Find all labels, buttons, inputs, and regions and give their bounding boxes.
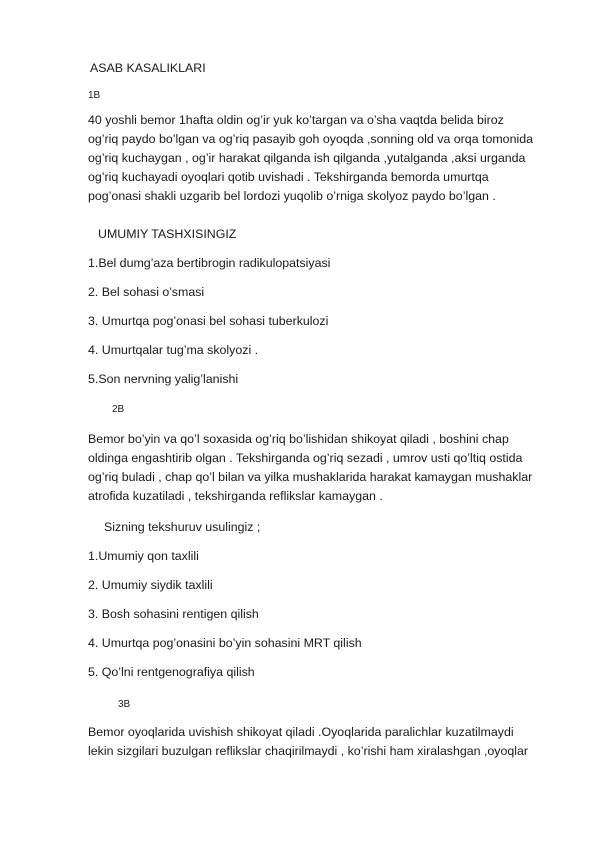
document-title: ASAB KASALIKLARI	[90, 61, 206, 75]
answer-option: 1.Bel dumg’aza bertibrogin radikulopatsiyasi	[88, 256, 331, 270]
question-prompt-2: Sizning tekshuruv usulingiz ;	[104, 520, 261, 534]
question-text-line: og’riq buladi , chap qo’l bilan va yilka mushaklarida harakat kamaygan mushaklar	[88, 470, 533, 484]
question-text-line: lekin sizgilari buzulgan reflikslar chaqirilmaydi , ko’rishi ham xiralashgan ,oyoqlar	[88, 744, 529, 758]
question-text-1	[88, 111, 558, 206]
question-text-line: Bemor bo’yin va qo’l soxasida og’riq bo’lishidan shikoyat qiladi , boshini chap	[88, 432, 509, 446]
question-number-2: 2B	[112, 404, 125, 415]
question-prompt-1: UMUMIY TASHXISINGIZ	[98, 227, 237, 241]
answer-option: 2. Umumiy siydik taxlili	[88, 578, 213, 592]
question-text-line: Bemor oyoqlarida uvishish shikoyat qiladi .Oyoqlarida paralichlar kuzatilmaydi	[88, 725, 514, 739]
question-text-3	[88, 723, 558, 761]
question-text-line: 40 yoshli bemor 1hafta oldin og’ir yuk ko’targan va o’sha vaqtda belida biroz	[88, 113, 504, 127]
question-text-line: og’riq paydo bo’lgan va og’riq pasayib goh oyoqda ,sonning old va orqa tomonida	[88, 132, 533, 146]
question-number-1: 1B	[88, 90, 101, 101]
question-text-2	[88, 430, 558, 506]
answer-option: 3. Umurtqa pog’onasi bel sohasi tuberkulozi	[88, 314, 329, 328]
answer-option: 5.Son nervning yalig’lanishi	[88, 372, 239, 386]
question-text-line: pog’onasi shakli uzgarib bel lordozi yuqolib o’rniga skolyoz paydo bo’lgan .	[88, 189, 496, 203]
question-text-line: og’riq kuchaygan , og’ir harakat qilganda ish qilganda ,yutalganda ,aksi urganda	[88, 151, 526, 165]
answer-option: 2. Bel sohasi o’smasi	[88, 285, 205, 299]
answer-option: 3. Bosh sohasini rentigen qilish	[88, 607, 259, 621]
question-number-3: 3B	[118, 699, 131, 710]
answer-option: 4. Umurtqa pog’onasini bo’yin sohasini MRT qilish	[88, 636, 362, 650]
answer-option: 4. Umurtqalar tug’ma skolyozi .	[88, 343, 259, 357]
question-text-line: og’riq kuchayadi oyoqlari qotib uvishadi . Tekshirganda bemorda umurtqa	[88, 170, 489, 184]
answer-option: 1.Umumiy qon taxlili	[88, 549, 199, 563]
question-text-line: atrofida kuzatiladi , tekshirganda reflikslar kamaygan .	[88, 489, 383, 503]
question-text-line: oldinga engashtirib olgan . Tekshirganda og’riq sezadi , umrov usti qo’ltiq ostida	[88, 451, 523, 465]
answer-option: 5. Qo’lni rentgenografiya qilish	[88, 665, 255, 679]
